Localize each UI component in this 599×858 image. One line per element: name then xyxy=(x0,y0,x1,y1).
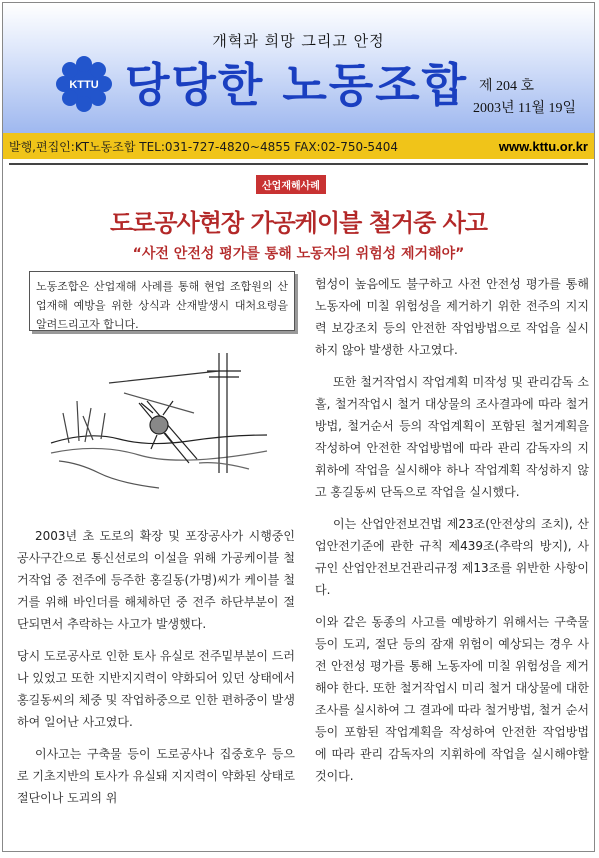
newsletter-page xyxy=(2,2,595,852)
article-subheadline: “사전 안전성 평가를 통해 노동자의 위험성 제거해야” xyxy=(132,246,465,262)
pole-accident-illustration xyxy=(49,343,269,493)
left-column xyxy=(17,525,295,819)
paragraph: 또한 철거작업시 작업계획 미작성 및 관리감독 소홀, 철거작업시 철거 대상물의 조사결과에 따라 철거방법, 철거순서 등의 작업계획이 포함된 철거계획을 작성하여 안전한 작업방법에 따라 관리 감독자의 지휘하에 작업을 실시해야 하나 작업계획 작성하지 않고 홍길동씨 단독으로 작업을 실시했다. xyxy=(315,375,589,499)
divider xyxy=(9,163,588,165)
logo-text: KTTU xyxy=(69,79,99,91)
paragraph: 험성이 높음에도 불구하고 사전 안전성 평가를 통해 노동자에 미칠 위험성을 제거하기 위한 전주의 지지력 보강조치 등의 안전한 작업방법으로 작업을 실시하지 않아 발생한 사고였다. xyxy=(315,277,589,357)
paragraph: 당시 도로공사로 인한 토사 유실로 전주밑부분이 드러나 있었고 또한 지반지지력이 약화되어 있던 상태에서 홍길동씨의 체중 및 작업하중으로 인한 편하중이 발생하여 일어난 사고였다. xyxy=(17,649,295,729)
publisher-bar xyxy=(3,133,594,159)
paragraph: 2003년 초 도로의 확장 및 포장공사가 시행중인 공사구간으로 통신선로의 이설을 위해 가공케이블 철거작업 중 전주에 등주한 홍길동(가명)씨가 케이블 철거를 위해 바인더를 해체하던 중 전주 하단부분이 절단되면서 추락하는 사고가 발생했다. xyxy=(17,529,295,631)
paragraph: 이사고는 구축물 등이 도로공사나 집중호우 등으로 기초지반의 토사가 유실돼 지지력이 약화된 상태로 절단이나 도괴의 위 xyxy=(17,747,295,805)
masthead xyxy=(3,3,594,133)
article-headline: 도로공사현장 가공케이블 철거중 사고 xyxy=(109,209,487,237)
paragraph: 이는 산업안전보건법 제23조(안전상의 조치), 산업안전기준에 관한 규칙 제439조(추락의 방지), 사규인 산업안전보건관리규정 제13조를 위반한 사항이다. xyxy=(315,517,589,597)
newsletter-title: 당당한 노동조합 xyxy=(125,58,469,112)
kttu-logo-icon xyxy=(55,55,113,113)
right-column xyxy=(315,273,589,797)
intro-box: 노동조합은 산업재해 사례를 통해 현업 조합원의 산업재해 예방을 위한 상식과 산재발생시 대처요령을 알려드리고자 합니다. xyxy=(29,271,295,331)
paragraph: 이와 같은 동종의 사고를 예방하기 위해서는 구축물 등이 도괴, 절단 등의 잠재 위험이 예상되는 경우 사전 안전성 평가를 통해 노동자에 미칠 위험성을 제거해야 한다. 또한 철거작업시 미리 철거 대상물에 대한 조사를 실시하여 그 결과에 따라 철거방법, 철거 순서등이 포함된 작업계획을 작성하여 안전한 작업방법에 따라 관리 감독자의 지휘하에 작업을 실시해야할 것이다. xyxy=(315,615,589,783)
motto: 개혁과 희망 그리고 안정 xyxy=(212,32,385,50)
publisher-info: 발행,편집인:KT노동조합 TEL:031-727-4820~4855 FAX:02-750-5404 xyxy=(9,139,398,154)
category-badge: 산업재해사례 xyxy=(256,175,326,194)
website-link[interactable]: www.kttu.or.kr xyxy=(498,138,588,154)
issue-number: 제 204 호 xyxy=(479,79,535,94)
issue-date: 2003년 11월 19일 xyxy=(473,101,577,116)
